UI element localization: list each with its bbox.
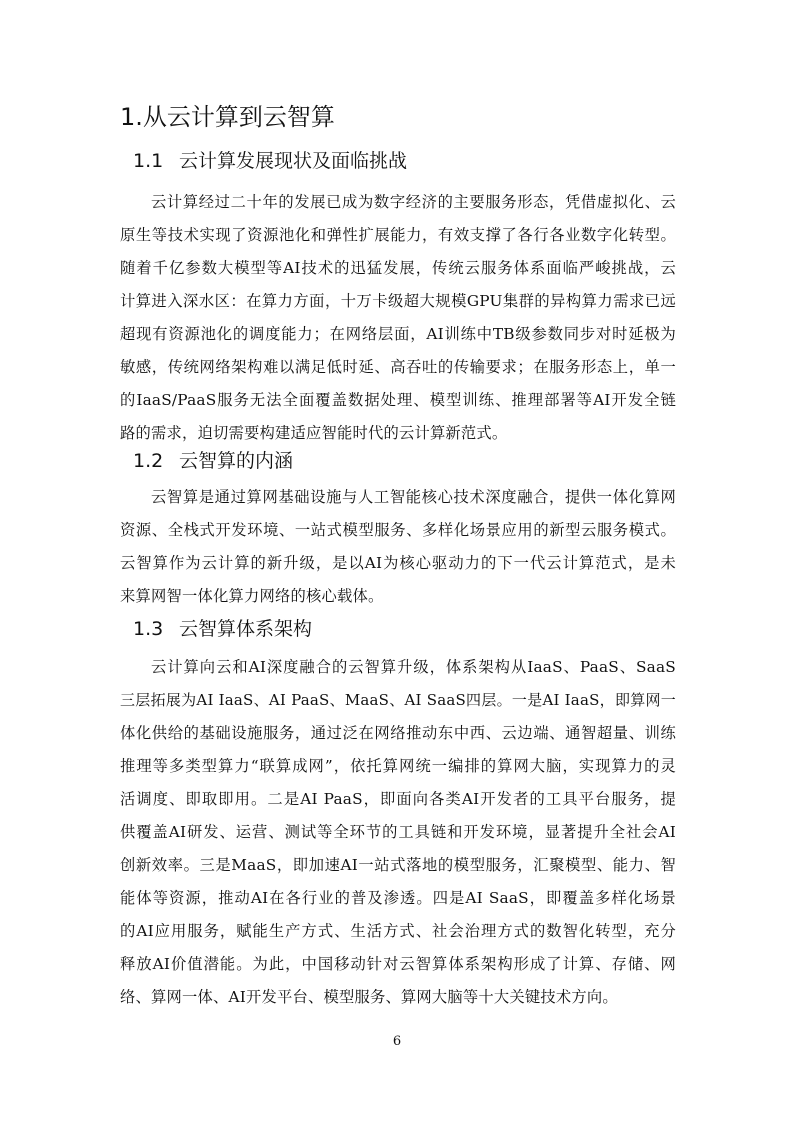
section-1-3-paragraph — [120, 651, 676, 1014]
paragraph-line: 络、算网一体、AI开发平台、模型服务、算网大脑等十大关键技术方向。 — [120, 988, 618, 1006]
section-title: 云计算发展现状及面临挑战 — [179, 150, 408, 172]
paragraph-line: 能体等资源，推动AI在各行业的普及渗透。四是AI SaaS，即覆盖多样化场景 — [120, 889, 676, 907]
section-number: 1.1 — [133, 150, 164, 172]
paragraph-line: 计算进入深水区：在算力方面，十万卡级超大规模GPU集群的异构算力需求已远 — [120, 292, 676, 310]
paragraph-line: 活调度、即取即用。二是AI PaaS，即面向各类AI开发者的工具平台服务，提 — [120, 790, 676, 808]
section-heading-1-2 — [133, 447, 293, 475]
section-number: 1.3 — [133, 618, 164, 640]
paragraph-line: 云智算作为云计算的新升级，是以AI为核心驱动力的下一代云计算范式，是未 — [120, 554, 676, 572]
paragraph-line: 推理等多类型算力“联算成网”，依托算网统一编排的算网大脑，实现算力的灵 — [120, 757, 676, 775]
section-heading-1-1 — [133, 147, 407, 175]
paragraph-line: 云计算经过二十年的发展已成为数字经济的主要服务形态，凭借虚拟化、云 — [151, 193, 676, 211]
paragraph-line: 释放AI价值潜能。为此，中国移动针对云智算体系架构形成了计算、存储、网 — [120, 955, 676, 973]
paragraph-line: 资源、全栈式开发环境、一站式模型服务、多样化场景应用的新型云服务模式。 — [120, 521, 676, 539]
paragraph-line: 的AI应用服务，赋能生产方式、生活方式、社会治理方式的数智化转型，充分 — [120, 922, 676, 940]
section-1-1-paragraph — [120, 186, 676, 450]
paragraph-line: 体化供给的基础设施服务，通过泛在网络推动东中西、云边端、通智超量、训练 — [120, 724, 676, 742]
section-1-2-paragraph — [120, 481, 676, 613]
section-heading-1-3 — [133, 615, 312, 643]
paragraph-line: 供覆盖AI研发、运营、测试等全环节的工具链和开发环境，显著提升全社会AI — [120, 823, 676, 841]
paragraph-line: 云智算是通过算网基础设施与人工智能核心技术深度融合，提供一体化算网 — [151, 488, 676, 506]
chapter-title: 1.从云计算到云智算 — [120, 103, 335, 131]
paragraph-line: 创新效率。三是MaaS，即加速AI一站式落地的模型服务，汇聚模型、能力、智 — [120, 856, 676, 874]
paragraph-line: 原生等技术实现了资源池化和弹性扩展能力，有效支撑了各行各业数字化转型。 — [120, 226, 676, 244]
paragraph-line: 路的需求，迫切需要构建适应智能时代的云计算新范式。 — [120, 424, 508, 442]
paragraph-line: 三层拓展为AI IaaS、AI PaaS、MaaS、AI SaaS四层。一是AI IaaS，即算网一 — [120, 691, 676, 709]
page-number: 6 — [392, 1034, 402, 1049]
paragraph-line: 的IaaS/PaaS服务无法全面覆盖数据处理、模型训练、推理部署等AI开发全链 — [120, 391, 676, 409]
paragraph-line: 敏感，传统网络架构难以满足低时延、高吞吐的传输要求；在服务形态上，单一 — [120, 358, 676, 376]
section-number: 1.2 — [133, 450, 164, 472]
section-title: 云智算的内涵 — [179, 450, 294, 472]
paragraph-line: 云计算向云和AI深度融合的云智算升级，体系架构从IaaS、PaaS、SaaS — [151, 658, 676, 676]
paragraph-line: 超现有资源池化的调度能力；在网络层面，AI训练中TB级参数同步对时延极为 — [120, 325, 676, 343]
paragraph-line: 来算网智一体化算力网络的核心载体。 — [120, 587, 384, 605]
paragraph-line: 随着千亿参数大模型等AI技术的迅猛发展，传统云服务体系面临严峻挑战，云 — [120, 259, 676, 277]
section-title: 云智算体系架构 — [179, 618, 313, 640]
